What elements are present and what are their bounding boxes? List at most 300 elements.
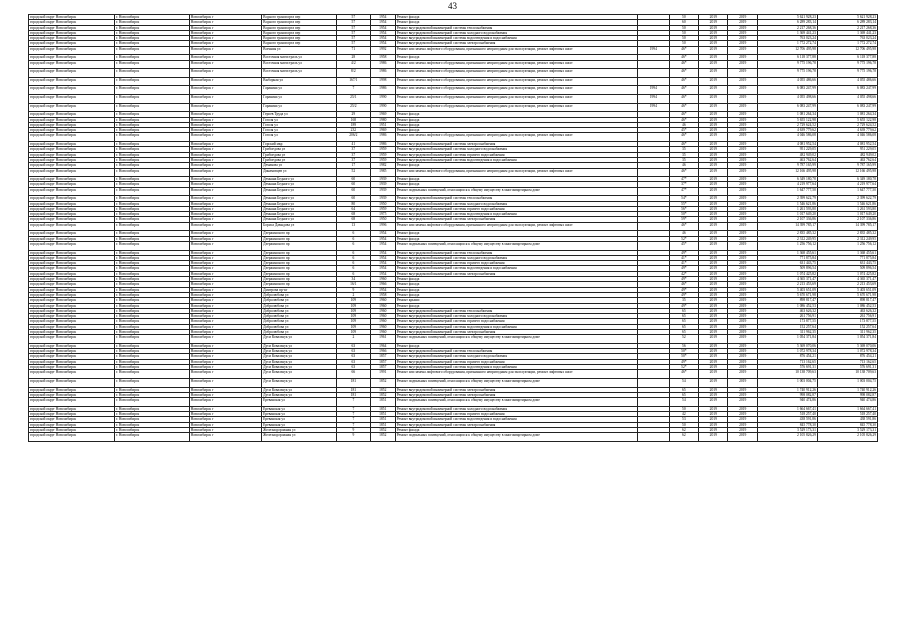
table-row <box>29 222 878 231</box>
work-type-cell: Ремонт подвальных помещений, относящихся к общему имуществу в многоквартирном доме <box>395 433 637 442</box>
plan-start-cell: 2019 <box>699 319 728 324</box>
total-cost-cell: 1 664 667,41 <box>817 406 877 411</box>
repair-program-table <box>28 14 878 442</box>
locality-cell: Новосибирск г <box>189 387 261 392</box>
year-built-cell: 1960 <box>370 314 395 319</box>
municipality-cell: городской округ Новосибирск <box>29 349 115 354</box>
total-cost-cell: 771 875,84 <box>817 255 877 260</box>
plan-start-cell: 2019 <box>699 359 728 364</box>
work-type-cell: Ремонт внутридомовой инженерной системы теплоснабжения <box>395 349 637 354</box>
plan-end-cell: 2019 <box>728 387 757 392</box>
street-cell: Добролюбова ул <box>262 303 337 308</box>
municipality-cell: городской округ Новосибирск <box>29 277 115 282</box>
work-type-cell: Ремонт внутридомовой инженерной системы горячего водоснабжения <box>395 412 637 417</box>
plan-start-cell: 2019 <box>699 36 728 41</box>
work-type-cell: Ремонт или замена лифтового оборудования, признанного непригодным для эксплуатации, ремонт лифтовых шахт <box>395 46 637 55</box>
locality-cell: Новосибирск г <box>189 103 261 112</box>
plan-end-cell: 2019 <box>728 261 757 266</box>
municipality-cell: городской округ Новосибирск <box>29 412 115 417</box>
municipality-cell: городской округ Новосибирск <box>29 103 115 112</box>
cost-cell: 1 664 667,41 <box>757 406 817 411</box>
house-cell: 41 <box>336 142 370 147</box>
cost-cell: 9 775 196,78 <box>757 60 817 69</box>
cost-cell: 12 166 495,98 <box>757 168 817 177</box>
total-cost-cell: 1 086 452,53 <box>817 303 877 308</box>
cost-cell: 4 639 779,62 <box>757 128 817 133</box>
settlement-cell: г. Новосибирск <box>115 196 190 201</box>
municipality-cell: городской округ Новосибирск <box>29 15 115 20</box>
wear-cell: 46* <box>669 60 698 69</box>
cost-cell: 311 962,35 <box>757 330 817 335</box>
municipality-cell: городской округ Новосибирск <box>29 417 115 422</box>
locality-cell: Новосибирск г <box>189 365 261 370</box>
house-cell: 37 <box>336 147 370 152</box>
plan-start-cell: 2019 <box>699 163 728 168</box>
total-cost-cell: 576 691,31 <box>817 365 877 370</box>
house-cell: 181 <box>336 378 370 387</box>
year-built-cell: 1960 <box>370 298 395 303</box>
year-built-cell: 1954 <box>370 236 395 241</box>
settlement-cell: г. Новосибирск <box>115 412 190 417</box>
lift-year-cell <box>637 77 669 86</box>
lift-year-cell <box>637 69 669 78</box>
street-cell: Добролюбова ул <box>262 298 337 303</box>
settlement-cell: г. Новосибирск <box>115 231 190 236</box>
cost-cell: 4 055 498,66 <box>757 95 817 104</box>
wear-cell: 54 <box>669 378 698 387</box>
plan-start-cell: 2019 <box>699 217 728 222</box>
municipality-cell: городской округ Новосибирск <box>29 365 115 370</box>
settlement-cell: г. Новосибирск <box>115 398 190 407</box>
house-cell: 9 <box>336 287 370 292</box>
plan-start-cell: 2019 <box>699 55 728 60</box>
total-cost-cell: 1 017 649,20 <box>817 212 877 217</box>
year-built-cell: 1959 <box>370 157 395 162</box>
municipality-cell: городской округ Новосибирск <box>29 427 115 432</box>
municipality-cell: городской округ Новосибирск <box>29 222 115 231</box>
plan-end-cell: 2019 <box>728 112 757 117</box>
total-cost-cell: 2 107 336,86 <box>817 217 877 222</box>
house-cell: 167/1 <box>336 77 370 86</box>
plan-end-cell: 2019 <box>728 292 757 297</box>
street-cell: Дуси Ковальчук ул <box>262 378 337 387</box>
locality-cell: Новосибирск г <box>189 206 261 211</box>
plan-start-cell: 2019 <box>699 147 728 152</box>
year-built-cell: 1960 <box>370 324 395 329</box>
year-built-cell: 1954 <box>370 261 395 266</box>
work-type-cell: Ремонт внутридомовой инженерной системы холодного водоснабжения <box>395 314 637 319</box>
municipality-cell: городской округ Новосибирск <box>29 308 115 313</box>
year-built-cell: 1954 <box>370 271 395 276</box>
year-built-cell: 1986 <box>370 133 395 142</box>
house-cell: 9 <box>336 427 370 432</box>
work-type-cell: Ремонт или замена лифтового оборудования, признанного непригодным для эксплуатации, ремонт лифтовых шахт <box>395 168 637 177</box>
plan-start-cell: 2019 <box>699 287 728 292</box>
locality-cell: Новосибирск г <box>189 417 261 422</box>
lift-year-cell <box>637 370 669 379</box>
municipality-cell: городской округ Новосибирск <box>29 182 115 187</box>
plan-start-cell: 2019 <box>699 201 728 206</box>
wear-cell: 45* <box>669 241 698 250</box>
plan-end-cell: 2019 <box>728 212 757 217</box>
settlement-cell: г. Новосибирск <box>115 157 190 162</box>
plan-start-cell: 2019 <box>699 314 728 319</box>
total-cost-cell: 1 081 264,34 <box>817 112 877 117</box>
year-built-cell: 1958 <box>370 292 395 297</box>
municipality-cell: городской округ Новосибирск <box>29 422 115 427</box>
year-built-cell: 1939 <box>370 177 395 182</box>
locality-cell: Новосибирск г <box>189 46 261 55</box>
plan-end-cell: 2019 <box>728 46 757 55</box>
year-built-cell: 1954 <box>370 250 395 255</box>
work-type-cell: Ремонт внутридомовой инженерной системы водоотведения и водоснабжения <box>395 212 637 217</box>
plan-end-cell: 2019 <box>728 60 757 69</box>
municipality-cell: городской округ Новосибирск <box>29 303 115 308</box>
house-cell: 4/2 <box>336 60 370 69</box>
work-type-cell: Ремонт или замена лифтового оборудования, признанного непригодным для эксплуатации, ремонт лифтовых шахт <box>395 133 637 142</box>
year-built-cell: 1954 <box>370 287 395 292</box>
house-cell: 7 <box>336 412 370 417</box>
plan-start-cell: 2019 <box>699 277 728 282</box>
settlement-cell: г. Новосибирск <box>115 212 190 217</box>
street-cell: Дуси Ковальчук ул <box>262 365 337 370</box>
locality-cell: Новосибирск г <box>189 378 261 387</box>
work-type-cell: Ремонт внутридомовой инженерной системы электроснабжения <box>395 142 637 147</box>
table-row <box>29 187 878 196</box>
locality-cell: Новосибирск г <box>189 217 261 222</box>
street-cell: Железнодорожная ул <box>262 433 337 442</box>
lift-year-cell <box>637 378 669 387</box>
house-cell: 2 <box>336 335 370 344</box>
year-built-cell: 1852 <box>370 387 395 392</box>
work-type-cell: Ремонт фасада <box>395 122 637 127</box>
work-type-cell: Ремонт внутридомовой инженерной системы электроснабжения <box>395 41 637 46</box>
plan-start-cell: 2019 <box>699 298 728 303</box>
cost-cell: 4 081 952,54 <box>757 142 817 147</box>
work-type-cell: Ремонт внутридомовой инженерной системы электроснабжения <box>395 271 637 276</box>
work-type-cell: Ремонт внутридомовой инженерной системы горячего водоснабжения <box>395 206 637 211</box>
cost-cell: 2 835 485,32 <box>757 231 817 236</box>
total-cost-cell: 1 369 441,23 <box>817 30 877 35</box>
settlement-cell: г. Новосибирск <box>115 95 190 104</box>
plan-start-cell: 2019 <box>699 177 728 182</box>
total-cost-cell: 6 083 247,99 <box>817 103 877 112</box>
municipality-cell: городской округ Новосибирск <box>29 25 115 30</box>
wear-cell: 56* <box>669 206 698 211</box>
street-cell: Дуси Ковальчук ул <box>262 359 337 364</box>
plan-end-cell: 2019 <box>728 298 757 303</box>
municipality-cell: городской округ Новосибирск <box>29 406 115 411</box>
total-cost-cell: 5 670 671,98 <box>817 292 877 297</box>
settlement-cell: г. Новосибирск <box>115 77 190 86</box>
plan-end-cell: 2019 <box>728 95 757 104</box>
work-type-cell: Ремонт или замена лифтового оборудования, признанного непригодным для эксплуатации, ремонт лифтовых шахт <box>395 103 637 112</box>
wear-cell: 65 <box>669 324 698 329</box>
wear-cell: 49* <box>669 303 698 308</box>
municipality-cell: городской округ Новосибирск <box>29 217 115 222</box>
cost-cell: 1 072 978,34 <box>757 349 817 354</box>
year-built-cell: 1958 <box>370 55 395 60</box>
cost-cell: 482 949,02 <box>757 152 817 157</box>
plan-end-cell: 2019 <box>728 147 757 152</box>
plan-end-cell: 2019 <box>728 236 757 241</box>
settlement-cell: г. Новосибирск <box>115 282 190 287</box>
plan-start-cell: 2019 <box>699 46 728 55</box>
wear-cell: 52* <box>669 236 698 241</box>
locality-cell: Новосибирск г <box>189 60 261 69</box>
house-cell: 6 <box>336 231 370 236</box>
plan-start-cell: 2019 <box>699 122 728 127</box>
street-cell: Грибоедова ул <box>262 157 337 162</box>
wear-cell: 50 <box>669 422 698 427</box>
cost-cell: 763 023,24 <box>757 36 817 41</box>
total-cost-cell: 463 762,64 <box>817 157 877 162</box>
total-cost-cell: 1 003 004,75 <box>817 378 877 387</box>
house-cell: 63 <box>336 359 370 364</box>
locality-cell: Новосибирск г <box>189 86 261 95</box>
total-cost-cell: 4 365 371,47 <box>817 277 877 282</box>
year-built-cell: 1954 <box>370 41 395 46</box>
plan-start-cell: 2019 <box>699 206 728 211</box>
settlement-cell: г. Новосибирск <box>115 217 190 222</box>
locality-cell: Новосибирск г <box>189 271 261 276</box>
street-cell: Дзержинского пр <box>262 261 337 266</box>
wear-cell: 50 <box>669 15 698 20</box>
plan-end-cell: 2019 <box>728 41 757 46</box>
wear-cell: 65 <box>669 392 698 397</box>
table-body <box>29 15 878 442</box>
wear-cell: 65 <box>669 330 698 335</box>
plan-end-cell: 2019 <box>728 412 757 417</box>
house-cell: 109 <box>336 308 370 313</box>
plan-start-cell: 2019 <box>699 86 728 95</box>
locality-cell: Новосибирск г <box>189 241 261 250</box>
municipality-cell: городской округ Новосибирск <box>29 330 115 335</box>
total-cost-cell: 509 896,54 <box>817 266 877 271</box>
street-cell: Железнодорожная ул <box>262 427 337 432</box>
settlement-cell: г. Новосибирск <box>115 422 190 427</box>
wear-cell: 50 <box>669 36 698 41</box>
locality-cell: Новосибирск г <box>189 95 261 104</box>
table-row <box>29 433 878 442</box>
plan-start-cell: 2019 <box>699 25 728 30</box>
house-cell: 7 <box>336 398 370 407</box>
settlement-cell: г. Новосибирск <box>115 182 190 187</box>
work-type-cell: Ремонт подвальных помещений, относящихся к общему имуществу в многоквартирном доме <box>395 398 637 407</box>
street-cell: Дзержинского пр <box>262 241 337 250</box>
year-built-cell: 1966 <box>370 349 395 354</box>
year-built-cell: 1851 <box>370 412 395 417</box>
settlement-cell: г. Новосибирск <box>115 250 190 255</box>
total-cost-cell: 4 055 498,66 <box>817 95 877 104</box>
locality-cell: Новосибирск г <box>189 427 261 432</box>
total-cost-cell: 173 877,55 <box>817 319 877 324</box>
total-cost-cell: 10 138 709,63 <box>817 370 877 379</box>
year-built-cell: 1951 <box>370 122 395 127</box>
house-cell: 37 <box>336 152 370 157</box>
wear-cell: 46* <box>669 142 698 147</box>
settlement-cell: г. Новосибирск <box>115 41 190 46</box>
year-built-cell: 1852 <box>370 427 395 432</box>
plan-start-cell: 2019 <box>699 303 728 308</box>
street-cell: Дзержинского пр <box>262 266 337 271</box>
work-type-cell: Ремонт фасада <box>395 182 637 187</box>
plan-end-cell: 2019 <box>728 365 757 370</box>
plan-end-cell: 2019 <box>728 250 757 255</box>
locality-cell: Новосибирск г <box>189 370 261 379</box>
total-cost-cell: 1 546 621,86 <box>817 201 877 206</box>
work-type-cell: Ремонт подвальных помещений, относящихся к общему имуществу в многоквартирном доме <box>395 335 637 344</box>
plan-end-cell: 2019 <box>728 330 757 335</box>
settlement-cell: г. Новосибирск <box>115 60 190 69</box>
municipality-cell: городской округ Новосибирск <box>29 122 115 127</box>
house-cell: 57 <box>336 15 370 20</box>
cost-cell: 1 074 425,82 <box>757 271 817 276</box>
settlement-cell: г. Новосибирск <box>115 222 190 231</box>
street-cell: Демьяна Бедного ул <box>262 212 337 217</box>
year-built-cell: 1975 <box>370 212 395 217</box>
table-row <box>29 370 878 379</box>
plan-end-cell: 2019 <box>728 417 757 422</box>
work-type-cell: Ремонт подвальных помещений, относящихся к общему имуществу в многоквартирном доме <box>395 187 637 196</box>
municipality-cell: городской округ Новосибирск <box>29 319 115 324</box>
locality-cell: Новосибирск г <box>189 330 261 335</box>
work-type-cell: Ремонт или замена лифтового оборудования, признанного непригодным для эксплуатации, ремонт лифтовых шахт <box>395 222 637 231</box>
total-cost-cell: 3 529 173,31 <box>817 427 877 432</box>
plan-start-cell: 2019 <box>699 266 728 271</box>
wear-cell: 49* <box>669 250 698 255</box>
house-cell: 109 <box>336 330 370 335</box>
lift-year-cell: 1994 <box>637 103 669 112</box>
year-built-cell: 1857 <box>370 359 395 364</box>
plan-start-cell: 2019 <box>699 422 728 427</box>
locality-cell: Новосибирск г <box>189 212 261 217</box>
plan-end-cell: 2019 <box>728 378 757 387</box>
wear-cell: 50* <box>669 212 698 217</box>
municipality-cell: городской округ Новосибирск <box>29 343 115 348</box>
settlement-cell: г. Новосибирск <box>115 303 190 308</box>
municipality-cell: городской округ Новосибирск <box>29 387 115 392</box>
municipality-cell: городской округ Новосибирск <box>29 298 115 303</box>
street-cell: Дмитрова пр-кт <box>262 287 337 292</box>
municipality-cell: городской округ Новосибирск <box>29 55 115 60</box>
cost-cell: 1 086 452,53 <box>757 303 817 308</box>
settlement-cell: г. Новосибирск <box>115 147 190 152</box>
plan-start-cell: 2019 <box>699 349 728 354</box>
lift-year-cell: 1994 <box>637 46 669 55</box>
street-cell: Добролюбова ул <box>262 292 337 297</box>
house-cell: 60 <box>336 196 370 201</box>
cost-cell: 518 257,40 <box>757 412 817 417</box>
municipality-cell: городской округ Новосибирск <box>29 142 115 147</box>
house-cell: 232 <box>336 128 370 133</box>
work-type-cell: Ремонт внутридомовой инженерной системы водоотведения и водоснабжения <box>395 324 637 329</box>
plan-end-cell: 2019 <box>728 398 757 407</box>
municipality-cell: городской округ Новосибирск <box>29 168 115 177</box>
total-cost-cell: 631 443,75 <box>817 261 877 266</box>
locality-cell: Новосибирск г <box>189 287 261 292</box>
year-built-cell: 1959 <box>370 206 395 211</box>
work-type-cell: Ремонт или замена лифтового оборудования, признанного непригодным для эксплуатации, ремонт лифтовых шахт <box>395 69 637 78</box>
table-row <box>29 46 878 55</box>
year-built-cell: 1852 <box>370 392 395 397</box>
settlement-cell: г. Новосибирск <box>115 298 190 303</box>
table-row <box>29 86 878 95</box>
wear-cell: 42 <box>669 412 698 417</box>
settlement-cell: г. Новосибирск <box>115 308 190 313</box>
locality-cell: Новосибирск г <box>189 255 261 260</box>
house-cell: 63 <box>336 365 370 370</box>
cost-cell: 3 529 173,31 <box>757 427 817 432</box>
settlement-cell: г. Новосибирск <box>115 117 190 122</box>
total-cost-cell: 1 261 593,80 <box>817 206 877 211</box>
street-cell: Динамовцев ул <box>262 168 337 177</box>
year-built-cell: 1954 <box>370 266 395 271</box>
year-built-cell: 1966 <box>370 282 395 287</box>
plan-start-cell: 2019 <box>699 152 728 157</box>
total-cost-cell: 4 081 952,54 <box>817 142 877 147</box>
house-cell: 109 <box>336 324 370 329</box>
cost-cell: 713 162,65 <box>757 359 817 364</box>
municipality-cell: городской округ Новосибирск <box>29 282 115 287</box>
plan-start-cell: 2019 <box>699 112 728 117</box>
locality-cell: Новосибирск г <box>189 303 261 308</box>
municipality-cell: городской округ Новосибирск <box>29 196 115 201</box>
municipality-cell: городской округ Новосибирск <box>29 77 115 86</box>
plan-end-cell: 2019 <box>728 117 757 122</box>
total-cost-cell: 4 639 779,62 <box>817 128 877 133</box>
year-built-cell: 1939 <box>370 196 395 201</box>
work-type-cell: Ремонт внутридомовой инженерной системы водоотведения и водоснабжения <box>395 266 637 271</box>
municipality-cell: городской округ Новосибирск <box>29 60 115 69</box>
year-built-cell: 1954 <box>370 25 395 30</box>
wear-cell: 46* <box>669 55 698 60</box>
cost-cell: 2 399 622,79 <box>757 196 817 201</box>
locality-cell: Новосибирск г <box>189 335 261 344</box>
total-cost-cell: 14 399 785,17 <box>817 222 877 231</box>
settlement-cell: г. Новосибирск <box>115 266 190 271</box>
work-type-cell: Ремонт внутридомовой инженерной системы горячего водоснабжения <box>395 319 637 324</box>
plan-end-cell: 2019 <box>728 187 757 196</box>
municipality-cell: городской округ Новосибирск <box>29 86 115 95</box>
municipality-cell: городской округ Новосибирск <box>29 201 115 206</box>
municipality-cell: городской округ Новосибирск <box>29 157 115 162</box>
wear-cell: 62 <box>669 433 698 442</box>
table-row <box>29 77 878 86</box>
wear-cell: 45* <box>669 128 698 133</box>
plan-start-cell: 2019 <box>699 250 728 255</box>
work-type-cell: Ремонт или замена лифтового оборудования, признанного непригодным для эксплуатации, ремонт лифтовых шахт <box>395 60 637 69</box>
year-built-cell: 1991 <box>370 370 395 379</box>
plan-start-cell: 2019 <box>699 142 728 147</box>
wear-cell: 65 <box>669 314 698 319</box>
plan-start-cell: 2019 <box>699 261 728 266</box>
street-cell: Дзержинского пр <box>262 250 337 255</box>
total-cost-cell: 9 775 196,78 <box>817 69 877 78</box>
locality-cell: Новосибирск г <box>189 196 261 201</box>
total-cost-cell: 438 591,86 <box>817 417 877 422</box>
total-cost-cell: 152 257,64 <box>817 324 877 329</box>
plan-end-cell: 2019 <box>728 201 757 206</box>
cost-cell: 6 083 247,99 <box>757 103 817 112</box>
settlement-cell: г. Новосибирск <box>115 15 190 20</box>
total-cost-cell: 763 023,24 <box>817 36 877 41</box>
wear-cell: 50 <box>669 25 698 30</box>
cost-cell: 1 546 621,86 <box>757 201 817 206</box>
cost-cell: 1 368 455,61 <box>757 250 817 255</box>
plan-start-cell: 2019 <box>699 20 728 25</box>
street-cell: Водного транспорта пер <box>262 15 337 20</box>
